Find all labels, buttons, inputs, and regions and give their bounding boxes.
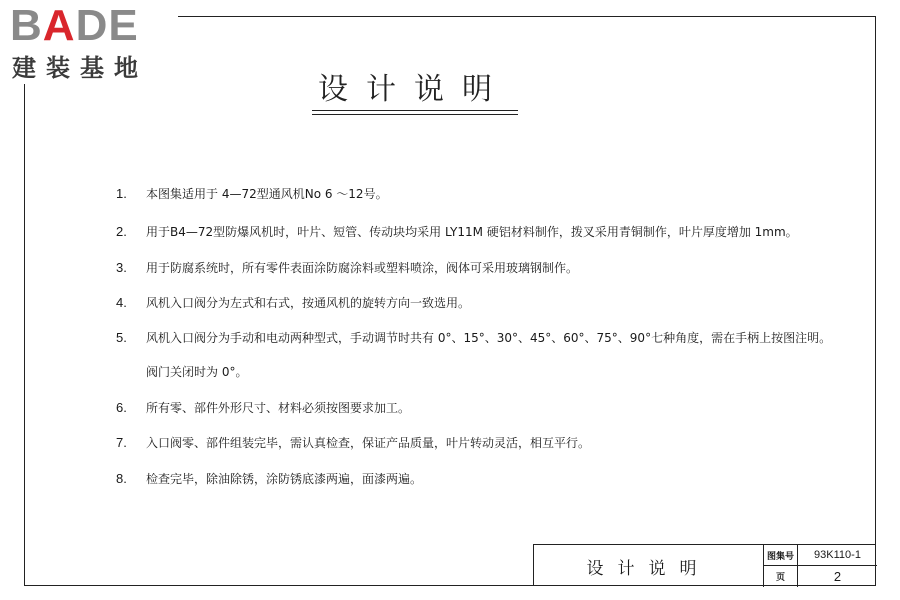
page-label: 页	[764, 566, 798, 587]
logo-subtitle: 建装基地	[12, 54, 148, 82]
page-number-value: 2	[833, 569, 842, 584]
atlas-number-value: 93K110-1	[798, 545, 877, 566]
note-number: 3.	[116, 260, 127, 275]
title-underline-double	[312, 114, 518, 115]
title-underline	[312, 110, 518, 111]
logo-wordmark: BADE	[10, 1, 139, 50]
drawing-title-block	[533, 544, 876, 586]
note-text: 风机入口阀分为左式和右式，按通风机的旋转方向一致选用。	[146, 296, 471, 310]
note-number: 6.	[116, 400, 127, 415]
note-text: 用于B4—72型防爆风机时，叶片、短管、传动块均采用 LY11M 硬铝材料制作，拨叉采用青铜制作，叶片厚度增加 1mm。	[146, 225, 798, 239]
note-number: 8.	[116, 471, 127, 486]
document-title: 设计说明	[318, 72, 510, 107]
note-text: 入口阀零、部件组装完毕，需认真检查，保证产品质量，叶片转动灵活，相互平行。	[146, 436, 591, 450]
note-text: 风机入口阀分为手动和电动两种型式，手动调节时共有 0°、15°、30°、45°、60°、75°、90°七种角度，需在手柄上按图注明。	[146, 331, 832, 345]
note-number: 1.	[116, 186, 127, 201]
note-text: 阀门关闭时为 0°。	[146, 365, 248, 379]
note-text: 检查完毕，除油除锈，涂防锈底漆两遍，面漆两遍。	[146, 472, 423, 486]
note-text: 本图集适用于 4—72型通风机No 6 ～12号。	[146, 187, 388, 201]
note-number: 2.	[116, 224, 127, 239]
bade-logo	[8, 1, 178, 84]
note-number: 5.	[116, 330, 127, 345]
title-block-name: 设计说明	[534, 545, 764, 587]
atlas-number-label: 图集号	[764, 545, 798, 566]
note-text: 所有零、部件外形尺寸、材料必须按图要求加工。	[146, 401, 411, 415]
note-number: 4.	[116, 295, 127, 310]
note-text: 用于防腐系统时，所有零件表面涂防腐涂料或塑料喷涂，阀体可采用玻璃钢制作。	[146, 261, 579, 275]
note-number: 7.	[116, 435, 127, 450]
